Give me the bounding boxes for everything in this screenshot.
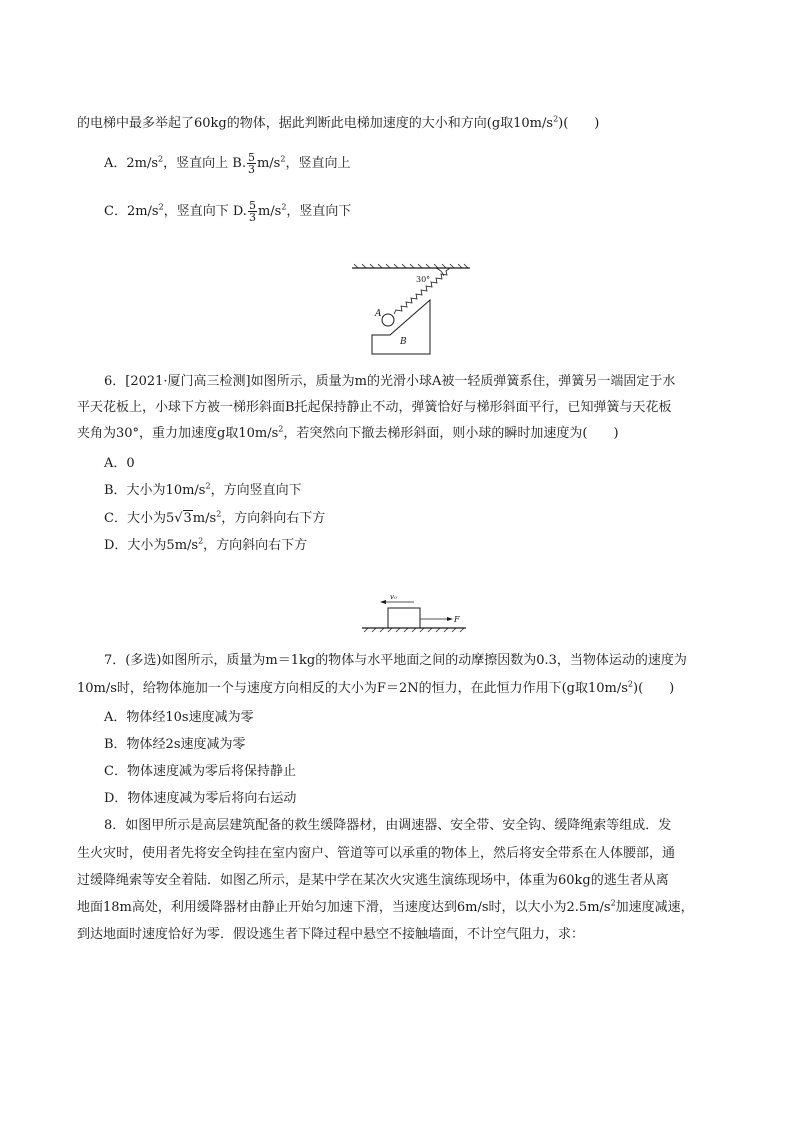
q7-stem-line2-text: 10m/s时，给物体施加一个与速度方向相反的大小为F＝2N的恒力，在此恒力作用下(g取10m/s [77, 681, 628, 696]
angle-arc [436, 268, 444, 276]
q6-opt-c-tail: ，方向斜向右下方 [221, 511, 326, 526]
q6-opt-c-text: C．大小为5 [104, 511, 175, 526]
ball-a-label: A [375, 309, 382, 319]
q6-opt-d-tail: ，方向斜向右下方 [203, 538, 308, 553]
q5-stem-sup: 2 [553, 114, 559, 124]
q5-opt-c: C．2m/s [104, 204, 159, 219]
q5-opt-b-sup: 2 [280, 154, 286, 164]
q6-opt-a: A．0 [104, 456, 135, 471]
q8-stem-line2: 生火灾时，使用者先将安全钩挂在室内窗户、管道等可以承重的物体上，然后将安全带系在人体腰部，通 [77, 846, 676, 861]
q6-stem-line1: 6．[2021·厦门高三检测]如图所示，质量为m的光滑小球A被一轻质弹簧系住，弹簧另一端固定于水 [104, 374, 676, 389]
q5-stem-text: 的电梯中最多举起了60kg的物体，据此判断此电梯加速度的大小和方向(g取10m/s [77, 116, 554, 131]
q5-opt-d-fraction [248, 200, 257, 223]
force-arrowhead [447, 617, 453, 621]
q5-opt-a: A．2m/s [104, 156, 159, 171]
q7-stem-line2 [77, 680, 674, 698]
q5-opt-a-text: ，竖直向上 B. [163, 156, 246, 171]
q8-stem-line4 [77, 899, 694, 917]
q5-opt-b-num: 5 [247, 151, 255, 164]
q6-opt-c-sup: 2 [216, 509, 222, 519]
q6-opt-c-radicand: 3 [183, 511, 192, 526]
q5-opt-c-text: ，竖直向下 D. [163, 204, 247, 219]
q6-opt-b-text: B．大小为10m/s [104, 483, 206, 498]
q5-opt-a-sup: 2 [158, 154, 164, 164]
q6-opt-d-text: D．大小为5m/s [104, 538, 199, 553]
q6-stem-line3-tail: ，若突然向下撤去梯形斜面，则小球的瞬时加速度为( ) [283, 426, 619, 441]
q6-opt-b-tail: ，方向竖直向下 [210, 483, 302, 498]
q6-stem-line2: 平天花板上，小球下方被一梯形斜面B托起保持静止不动，弹簧恰好与梯形斜面平行，已知弹簧与天花板 [77, 400, 672, 415]
sqrt-symbol: √3 [174, 511, 192, 526]
q5-options-ab [104, 152, 350, 175]
block [388, 608, 420, 628]
q6-opt-b-sup: 2 [205, 481, 211, 491]
q6-stem-line3 [77, 425, 619, 443]
figure-q6-spring-incline [350, 262, 475, 358]
angle-label: 30° [416, 275, 431, 284]
q8-stem-line1: 8．如图甲所示是高层建筑配备的救生缓降器材，由调速器、安全带、安全钩、缓降绳索等组成．发 [104, 818, 672, 833]
ceiling-hatch [354, 264, 468, 268]
q6-stem-line3-text: 夹角为30°，重力加速度g取10m/s [77, 426, 279, 441]
ball-a [382, 314, 394, 326]
q5-opt-d-unit: m/s [257, 204, 282, 219]
q6-opt-c-unit: m/s [192, 511, 217, 526]
q7-opt-c: C．物体速度减为零后将保持静止 [104, 764, 296, 779]
q5-opt-d-text: ，竖直向下 [286, 204, 352, 219]
q5-stem [77, 115, 599, 133]
q7-opt-b: B．物体经2s速度减为零 [104, 737, 246, 752]
q7-stem-line2-tail: )( ) [633, 681, 675, 696]
q7-opt-d: D．物体速度减为零后将向右运动 [104, 791, 297, 806]
q8-stem-line4-sup: 2 [610, 898, 616, 908]
force-label: F [454, 615, 460, 624]
q8-stem-line4-tail: 加速度减速， [615, 900, 694, 915]
q5-opt-d-num: 5 [248, 199, 256, 212]
q5-opt-d-den: 3 [248, 211, 256, 224]
q7-stem-line2-sup: 2 [627, 679, 633, 689]
q5-opt-b-den: 3 [247, 163, 255, 176]
q6-opt-c [104, 510, 325, 528]
q5-opt-b-text: ，竖直向上 [285, 156, 351, 171]
q5-opt-b-unit: m/s [256, 156, 281, 171]
figure-q7-block-force [360, 590, 470, 638]
q5-opt-c-sup: 2 [158, 202, 164, 212]
q7-stem-line1: 7．(多选)如图所示，质量为m＝1kg的物体与水平地面之间的动摩擦因数为0.3，当物体运动的速度为 [104, 653, 687, 668]
q5-opt-d-sup: 2 [281, 202, 287, 212]
q8-stem-line4-text: 地面18m高处，利用缓降器材由静止开始匀加速下滑，当速度达到6m/s时，以大小为2.5m/s [77, 900, 611, 915]
q6-opt-b [104, 482, 302, 500]
q5-options-cd [104, 200, 351, 223]
q8-stem-line5: 到达地面时速度恰好为零．假设逃生者下降过程中悬空不接触墙面，不计空气阻力，求： [77, 927, 585, 942]
q8-stem-line3: 过缓降绳索等安全着陆．如图乙所示，是某中学在某次火灾逃生演练现场中，体重为60kg的逃生者从离 [77, 873, 669, 888]
velocity-arrowhead [380, 600, 386, 604]
q6-opt-d [104, 537, 307, 555]
q6-stem-line3-sup: 2 [278, 424, 284, 434]
q6-opt-d-sup: 2 [198, 536, 204, 546]
block-b-label: B [400, 337, 407, 347]
velocity-label: v₀ [390, 593, 397, 601]
q7-opt-a: A．物体经10s速度减为零 [104, 710, 254, 725]
q5-opt-b-fraction [247, 152, 256, 175]
q5-stem-tail: )( ) [558, 116, 600, 131]
